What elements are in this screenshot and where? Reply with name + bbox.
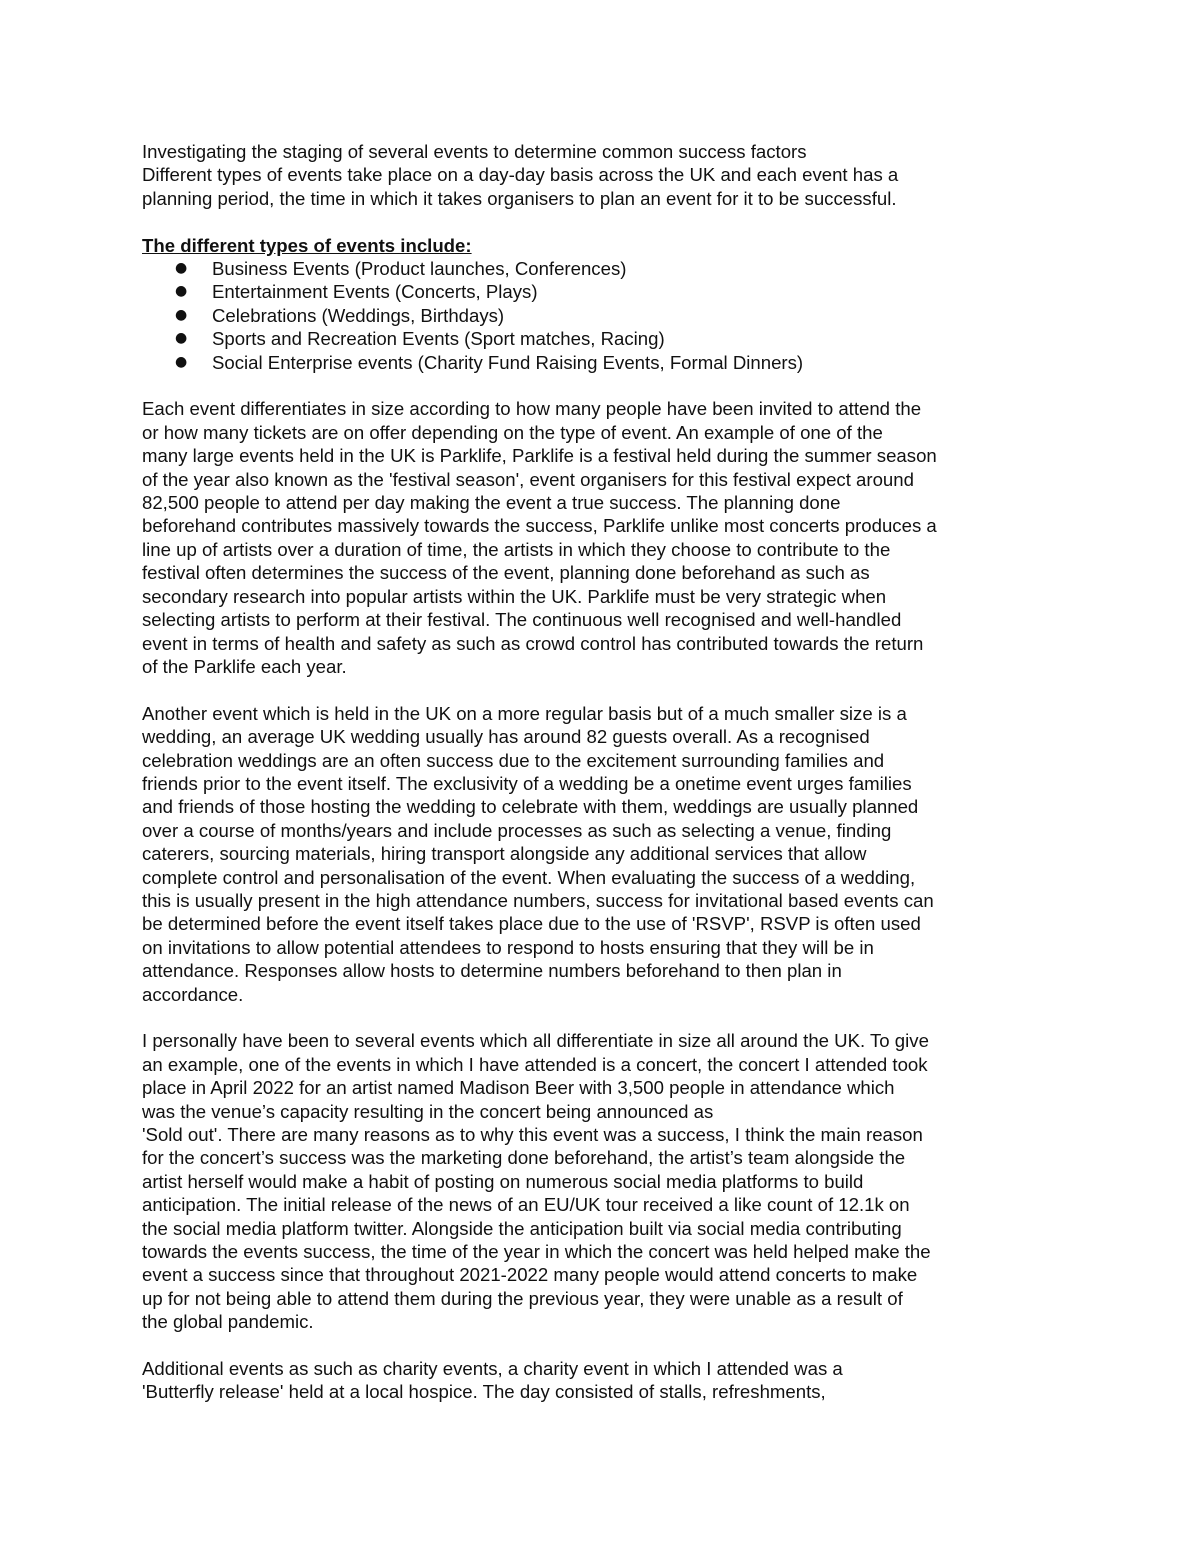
bullet-icon: ● [175,306,188,323]
concert-paragraph [142,1029,1064,1333]
paragraph-line: towards the events success, the time of the year in which the concert was held helped make the [142,1241,931,1263]
paragraph-line: complete control and personalisation of the event. When evaluating the success of a wedding, [142,866,916,888]
parklife-paragraph [142,397,1064,678]
paragraph-line: for the concert’s success was the marketing done beforehand, the artist’s team alongside the [142,1147,906,1169]
paragraph-line: 82,500 people to attend per day making the event a true success. The planning done [142,492,841,514]
paragraph-line: or how many tickets are on offer depending on the type of event. An example of one of the [142,421,883,443]
paragraph-line: Another event which is held in the UK on a more regular basis but of a much smaller size is a [142,702,907,724]
paragraph-line: event in terms of health and safety as such as crowd control has contributed towards the return [142,632,924,654]
paragraph-line: and friends of those hosting the wedding to celebrate with them, weddings are usually planned [142,796,919,818]
charity-paragraph [142,1357,1064,1404]
paragraph-line: wedding, an average UK wedding usually has around 82 guests overall. As a recognised [142,726,870,748]
paragraph-line: celebration weddings are an often success due to the excitement surrounding families and [142,749,885,771]
paragraph-line: of the Parklife each year. [142,655,347,677]
event-types-heading: The different types of events include: [142,234,472,256]
list-item [142,257,1064,280]
list-item [142,280,1064,303]
paragraph-line: over a course of months/years and include processes as such as selecting a venue, finding [142,819,892,841]
wedding-paragraph [142,702,1064,1006]
paragraph-line: caterers, sourcing materials, hiring transport alongside any additional services that allow [142,843,867,865]
bullet-icon: ● [175,330,188,347]
paragraph-line: friends prior to the event itself. The exclusivity of a wedding be a onetime event urges families [142,772,912,794]
list-item-text: Entertainment Events (Concerts, Plays) [212,281,538,303]
paragraph-line: the social media platform twitter. Alongside the anticipation built via social media contributing [142,1217,902,1239]
bullet-icon: ● [175,353,188,370]
paragraph-line: 'Sold out'. There are many reasons as to why this event was a success, I think the main reason [142,1124,923,1145]
paragraph-line: Each event differentiates in size according to how many people have been invited to attend the [142,398,922,420]
paragraph-line: artist herself would make a habit of posting on numerous social media platforms to build [142,1170,864,1192]
intro-line: Different types of events take place on a day-day basis across the UK and each event has a [142,164,899,186]
paragraph-line: anticipation. The initial release of the news of an EU/UK tour received a like count of 12.1k on [142,1194,910,1216]
paragraph-line: festival often determines the success of the event, planning done beforehand as such as [142,562,870,584]
paragraph-line: of the year also known as the 'festival season', event organisers for this festival expect around [142,468,914,490]
paragraph-line: I personally have been to several events which all differentiate in size all around the UK. To give [142,1030,929,1052]
paragraph-line: selecting artists to perform at their festival. The continuous well recognised and well-handled [142,609,902,631]
paragraph-line: place in April 2022 for an artist named Madison Beer with 3,500 people in attendance which [142,1077,895,1099]
intro-line: planning period, the time in which it takes organisers to plan an event for it to be successful. [142,187,897,209]
paragraph-line: this is usually present in the high attendance numbers, success for invitational based events can [142,889,934,911]
list-item-text: Celebrations (Weddings, Birthdays) [212,304,505,326]
document-title: Investigating the staging of several events to determine common success factors [142,141,807,162]
paragraph-line: was the venue’s capacity resulting in the concert being announced as [142,1100,714,1122]
paragraph-line: 'Butterfly release' held at a local hospice. The day consisted of stalls, refreshments, [142,1381,826,1403]
intro-paragraph [142,140,1064,210]
event-types-list [142,257,1064,374]
paragraph-line: up for not being able to attend them during the previous year, they were unable as a result of [142,1287,903,1309]
list-item-text: Sports and Recreation Events (Sport matches, Racing) [212,328,665,350]
list-item-text: Business Events (Product launches, Conferences) [212,258,627,280]
bullet-icon: ● [175,283,188,300]
paragraph-line: beforehand contributes massively towards the success, Parklife unlike most concerts produces a [142,515,937,537]
paragraph-line: many large events held in the UK is Parklife, Parklife is a festival held during the summer season [142,445,937,467]
list-item [142,327,1064,350]
paragraph-line: the global pandemic. [142,1311,314,1333]
paragraph-line: secondary research into popular artists within the UK. Parklife must be very strategic when [142,585,887,607]
paragraph-line: attendance. Responses allow hosts to determine numbers beforehand to then plan in [142,960,842,982]
list-item [142,351,1064,374]
bullet-icon: ● [175,260,188,277]
paragraph-line: accordance. [142,983,244,1005]
paragraph-line: line up of artists over a duration of time, the artists in which they choose to contribute to the [142,538,891,560]
paragraph-line: Additional events as such as charity events, a charity event in which I attended was a [142,1358,843,1380]
paragraph-line: an example, one of the events in which I have attended is a concert, the concert I attended took [142,1053,928,1075]
list-item-text: Social Enterprise events (Charity Fund Raising Events, Formal Dinners) [212,351,804,373]
paragraph-line: event a success since that throughout 2021-2022 many people would attend concerts to make [142,1264,918,1286]
list-item [142,304,1064,327]
paragraph-line: on invitations to allow potential attendees to respond to hosts ensuring that they will be in [142,936,874,958]
document-page [142,140,1064,1427]
paragraph-line: be determined before the event itself takes place due to the use of 'RSVP', RSVP is often used [142,913,921,935]
